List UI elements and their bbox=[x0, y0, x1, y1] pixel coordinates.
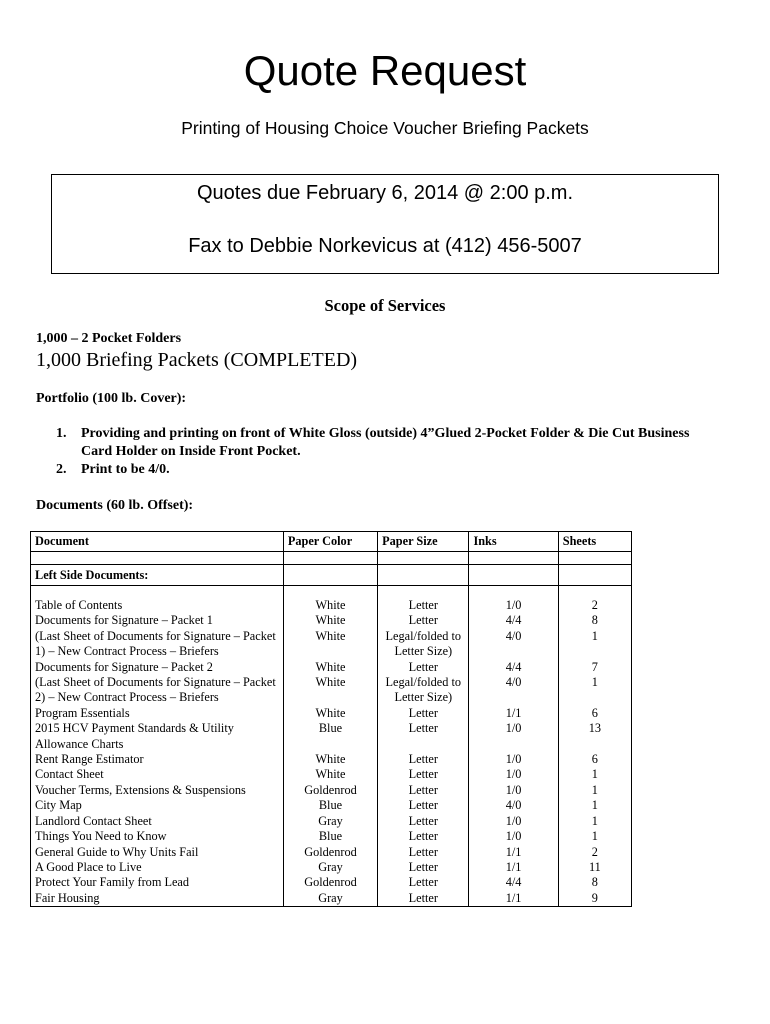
paper-size-cell: Letter bbox=[378, 721, 469, 752]
sheets-cell: 1 bbox=[558, 783, 631, 798]
sheets-cell: 8 bbox=[558, 875, 631, 890]
document-title: Quote Request bbox=[243, 47, 527, 94]
document-cell: Protect Your Family from Lead bbox=[31, 875, 284, 890]
table-row bbox=[31, 675, 632, 706]
column-header-paper-size: Paper Size bbox=[378, 532, 469, 552]
inks-cell: 4/0 bbox=[469, 629, 558, 660]
inks-cell: 4/4 bbox=[469, 875, 558, 890]
paper-color-cell: Gray bbox=[283, 860, 377, 875]
document-cell: (Last Sheet of Documents for Signature – Packet 1) – New Contract Process – Briefers bbox=[31, 629, 284, 660]
document-cell: 2015 HCV Payment Standards & Utility Allowance Charts bbox=[31, 721, 284, 752]
paper-size-cell: Letter bbox=[378, 845, 469, 860]
table-blank-row bbox=[31, 552, 632, 565]
paper-size-cell: Letter bbox=[378, 783, 469, 798]
table-row bbox=[31, 629, 632, 660]
inks-cell: 4/0 bbox=[469, 675, 558, 706]
inks-cell: 1/0 bbox=[469, 783, 558, 798]
paper-color-cell: White bbox=[283, 598, 377, 613]
document-cell: Fair Housing bbox=[31, 891, 284, 907]
sheets-cell: 13 bbox=[558, 721, 631, 752]
inks-cell: 1/0 bbox=[469, 721, 558, 752]
sheets-cell: 1 bbox=[558, 767, 631, 782]
paper-color-cell: White bbox=[283, 675, 377, 706]
paper-size-cell: Letter bbox=[378, 706, 469, 721]
sheets-cell: 6 bbox=[558, 752, 631, 767]
column-header-inks: Inks bbox=[469, 532, 558, 552]
inks-cell: 4/0 bbox=[469, 798, 558, 813]
sheets-cell: 1 bbox=[558, 829, 631, 844]
sheets-cell: 7 bbox=[558, 660, 631, 675]
table-gap-row bbox=[31, 586, 632, 599]
portfolio-item bbox=[56, 425, 716, 461]
document-cell: Table of Contents bbox=[31, 598, 284, 613]
inks-cell: 1/1 bbox=[469, 706, 558, 721]
packets-quantity: 1,000 Briefing Packets (COMPLETED) bbox=[36, 349, 358, 371]
paper-color-cell: White bbox=[283, 660, 377, 675]
folders-quantity: 1,000 – 2 Pocket Folders bbox=[36, 331, 182, 346]
table-row bbox=[31, 829, 632, 844]
paper-size-cell: Letter bbox=[378, 829, 469, 844]
document-cell: General Guide to Why Units Fail bbox=[31, 845, 284, 860]
table-row bbox=[31, 613, 632, 628]
paper-size-cell: Letter bbox=[378, 613, 469, 628]
portfolio-item-text: Providing and printing on front of White Gloss (outside) 4”Glued 2-Pocket Folder & Die Cut Business Card Holder on Inside Front Pocket. bbox=[81, 426, 690, 459]
due-date-line: Quotes due February 6, 2014 @ 2:00 p.m. bbox=[196, 182, 574, 204]
sheets-cell: 8 bbox=[558, 613, 631, 628]
table-row bbox=[31, 752, 632, 767]
paper-size-cell: Legal/folded to Letter Size) bbox=[378, 629, 469, 660]
portfolio-item-text: Print to be 4/0. bbox=[81, 462, 170, 477]
portfolio-heading: Portfolio (100 lb. Cover): bbox=[36, 391, 187, 406]
sheets-cell: 6 bbox=[558, 706, 631, 721]
column-header-paper-color: Paper Color bbox=[283, 532, 377, 552]
paper-color-cell: Goldenrod bbox=[283, 875, 377, 890]
table-row bbox=[31, 598, 632, 613]
portfolio-item bbox=[56, 461, 716, 479]
paper-color-cell: White bbox=[283, 752, 377, 767]
inks-cell: 1/1 bbox=[469, 891, 558, 907]
paper-size-cell: Letter bbox=[378, 660, 469, 675]
sheets-cell: 2 bbox=[558, 598, 631, 613]
section-row bbox=[31, 565, 632, 586]
document-cell: Landlord Contact Sheet bbox=[31, 814, 284, 829]
table-row bbox=[31, 783, 632, 798]
paper-color-cell: Goldenrod bbox=[283, 783, 377, 798]
sheets-cell: 1 bbox=[558, 814, 631, 829]
table-row bbox=[31, 660, 632, 675]
document-cell: Contact Sheet bbox=[31, 767, 284, 782]
inks-cell: 1/0 bbox=[469, 829, 558, 844]
scope-heading: Scope of Services bbox=[324, 296, 446, 315]
column-header-sheets: Sheets bbox=[558, 532, 631, 552]
paper-color-cell: White bbox=[283, 767, 377, 782]
paper-color-cell: Blue bbox=[283, 798, 377, 813]
table-header-row bbox=[31, 532, 632, 552]
document-subtitle: Printing of Housing Choice Voucher Briefing Packets bbox=[181, 118, 589, 138]
document-cell: Documents for Signature – Packet 2 bbox=[31, 660, 284, 675]
table-row bbox=[31, 767, 632, 782]
deadline-box bbox=[51, 174, 719, 274]
section-label: Left Side Documents: bbox=[31, 565, 284, 586]
sheets-cell: 1 bbox=[558, 629, 631, 660]
inks-cell: 4/4 bbox=[469, 613, 558, 628]
table-row bbox=[31, 845, 632, 860]
sheets-cell: 1 bbox=[558, 675, 631, 706]
inks-cell: 1/0 bbox=[469, 814, 558, 829]
sheets-cell: 2 bbox=[558, 845, 631, 860]
table-row bbox=[31, 814, 632, 829]
paper-color-cell: White bbox=[283, 613, 377, 628]
paper-color-cell: Blue bbox=[283, 829, 377, 844]
inks-cell: 1/1 bbox=[469, 845, 558, 860]
paper-color-cell: White bbox=[283, 629, 377, 660]
portfolio-item-number: 1. bbox=[56, 426, 67, 441]
paper-color-cell: Blue bbox=[283, 721, 377, 752]
document-cell: Things You Need to Know bbox=[31, 829, 284, 844]
sheets-cell: 1 bbox=[558, 798, 631, 813]
table-row bbox=[31, 875, 632, 890]
paper-size-cell: Letter bbox=[378, 814, 469, 829]
inks-cell: 1/0 bbox=[469, 752, 558, 767]
paper-color-cell: Goldenrod bbox=[283, 845, 377, 860]
portfolio-item-number: 2. bbox=[56, 462, 67, 477]
paper-size-cell: Legal/folded to Letter Size) bbox=[378, 675, 469, 706]
paper-size-cell: Letter bbox=[378, 752, 469, 767]
paper-color-cell: White bbox=[283, 706, 377, 721]
table-row bbox=[31, 860, 632, 875]
paper-size-cell: Letter bbox=[378, 860, 469, 875]
document-cell: Rent Range Estimator bbox=[31, 752, 284, 767]
sheets-cell: 11 bbox=[558, 860, 631, 875]
paper-size-cell: Letter bbox=[378, 891, 469, 907]
paper-color-cell: Gray bbox=[283, 891, 377, 907]
inks-cell: 1/0 bbox=[469, 598, 558, 613]
document-cell: (Last Sheet of Documents for Signature – Packet 2) – New Contract Process – Briefers bbox=[31, 675, 284, 706]
document-cell: Program Essentials bbox=[31, 706, 284, 721]
table-row bbox=[31, 706, 632, 721]
column-header-document: Document bbox=[31, 532, 284, 552]
paper-size-cell: Letter bbox=[378, 598, 469, 613]
paper-size-cell: Letter bbox=[378, 875, 469, 890]
table-row bbox=[31, 891, 632, 907]
document-cell: Voucher Terms, Extensions & Suspensions bbox=[31, 783, 284, 798]
documents-heading: Documents (60 lb. Offset): bbox=[36, 498, 194, 513]
inks-cell: 1/1 bbox=[469, 860, 558, 875]
inks-cell: 1/0 bbox=[469, 767, 558, 782]
paper-size-cell: Letter bbox=[378, 767, 469, 782]
paper-color-cell: Gray bbox=[283, 814, 377, 829]
sheets-cell: 9 bbox=[558, 891, 631, 907]
document-cell: City Map bbox=[31, 798, 284, 813]
documents-table bbox=[30, 531, 632, 907]
paper-size-cell: Letter bbox=[378, 798, 469, 813]
document-cell: Documents for Signature – Packet 1 bbox=[31, 613, 284, 628]
document-cell: A Good Place to Live bbox=[31, 860, 284, 875]
table-row bbox=[31, 798, 632, 813]
inks-cell: 4/4 bbox=[469, 660, 558, 675]
portfolio-list bbox=[56, 425, 716, 479]
table-row bbox=[31, 721, 632, 752]
fax-line: Fax to Debbie Norkevicus at (412) 456-5007 bbox=[188, 235, 582, 257]
